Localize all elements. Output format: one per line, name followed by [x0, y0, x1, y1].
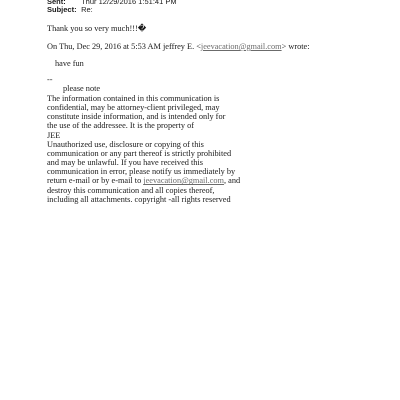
- disclaimer-line: and may be unlawful. If you have received this: [47, 158, 203, 168]
- disclaimer-line: the use of the addressee. It is the property of: [47, 121, 194, 131]
- return-prefix: return e-mail or by e-mail to: [47, 176, 144, 186]
- thanks-line: Thank you so very much!!!�: [47, 24, 147, 33]
- return-email-link[interactable]: jeevacation@gmail.com: [143, 176, 224, 186]
- confidentiality-disclaimer: [47, 94, 240, 204]
- disclaimer-line: confidential, may be attorney-client privileged, may: [47, 103, 220, 113]
- please-note-line: please note: [63, 84, 101, 93]
- disclaimer-line: The information contained in this communication is: [47, 94, 220, 103]
- disclaimer-line: JEE: [47, 130, 61, 140]
- quote-attribution: [47, 42, 310, 52]
- signature-separator: --: [47, 75, 53, 84]
- disclaimer-line: constitute inside information, and is intended only for: [47, 112, 226, 122]
- subject-value: Re:: [81, 5, 93, 14]
- disclaimer-line: communication or any part thereof is strictly prohibited: [47, 148, 232, 158]
- quote-suffix: > wrote:: [281, 42, 310, 51]
- disclaimer-line: Unauthorized use, disclosure or copying of this: [47, 139, 204, 149]
- sent-value: Thur 12/29/2016 1:51:41 PM: [81, 0, 177, 6]
- return-suffix: , and: [223, 176, 241, 186]
- quote-prefix: On Thu, Dec 29, 2016 at 5:53 AM jeffrey E. <: [47, 42, 201, 51]
- disclaimer-line: including all attachments. copyright -all rights reserved: [47, 194, 231, 204]
- subject-row: [47, 5, 93, 14]
- sent-label: Sent:: [47, 0, 66, 6]
- subject-label: Subject:: [47, 5, 77, 14]
- disclaimer-return-line: [47, 176, 240, 185]
- quote-email-link[interactable]: jeevacation@gmail.com: [200, 42, 282, 51]
- disclaimer-line: communication in error, please notify us immediately by: [47, 167, 236, 177]
- quoted-message: have fun: [55, 59, 84, 68]
- disclaimer-line: destroy this communication and all copies thereof,: [47, 185, 215, 195]
